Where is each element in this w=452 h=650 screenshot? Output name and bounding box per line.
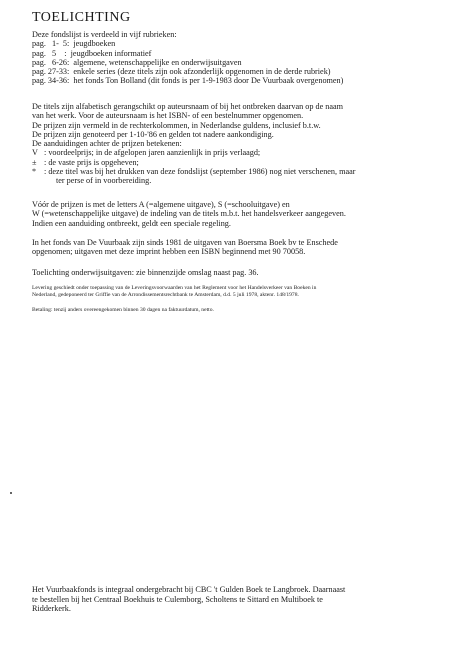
price-mark: ±: [32, 157, 37, 167]
letters-line: W (=wetenschappelijke uitgave) de indeling van de titels m.b.t. het handelsverkeer aangegeven.: [32, 209, 346, 219]
rubriek-item: pag. 5 : jeugdboeken informatief: [32, 48, 152, 58]
prijzen-line: De prijzen zijn vermeld in de rechterkolommen, in Nederlandse guldens, inclusief b.t.w.: [32, 120, 321, 130]
price-mark-continuation: [32, 176, 442, 185]
letters-line: Indien een aanduiding ontbreekt, geldt een speciale regeling.: [32, 218, 231, 228]
price-mark-row: [32, 148, 442, 157]
betaling-section: [32, 307, 442, 314]
prijzen-line: De aanduidingen achter de prijzen betekenen:: [32, 139, 182, 149]
rubriek-item: pag. 34-36: het fonds Ton Bolland (dit fonds is per 1-9-1983 door De Vuurbaak overgenomen): [32, 76, 344, 86]
price-mark: *: [32, 167, 37, 177]
prijzen-line: van het werk. Voor de auteursnaam is het ISBN- of een bestelnummer opgenomen.: [32, 111, 304, 121]
margin-dot: [10, 492, 12, 494]
price-mark-row: [32, 167, 442, 176]
rubrieken-section: [32, 30, 442, 86]
page-title: TOELICHTING: [32, 10, 131, 25]
boersma-line: opgenomen; uitgaven met deze imprint hebben een ISBN beginnend met 90 70058.: [32, 247, 306, 257]
rubrieken-intro: Deze fondslijst is verdeeld in vijf rubrieken:: [32, 30, 177, 39]
rubriek-item: pag. 6-26: algemene, wetenschappelijke en onderwijsuitgaven: [32, 57, 242, 67]
letters-line: Vóór de prijzen is met de letters A (=algemene uitgave), S (=schooluitgave) en: [32, 200, 290, 209]
price-mark-spacer: [32, 176, 44, 185]
footer-section: [32, 585, 447, 614]
price-mark-text: : voordeelprijs; in de afgelopen jaren aanzienlijk in prijs verlaagd;: [44, 148, 261, 158]
onderwijs-line: Toelichting onderwijsuitgaven: zie binnenzijde omslag naast pag. 36.: [32, 268, 259, 277]
prijzen-line: De titels zijn alfabetisch gerangschikt op auteursnaam of bij het ontbreken daarvan op de naam: [32, 102, 344, 111]
price-mark-text: : deze titel was bij het drukken van deze fondslijst (september 1986) nog niet verschenen, maar: [44, 167, 356, 177]
boersma-line: In het fonds van De Vuurbaak zijn sinds 1981 de uitgaven van Boersma Boek bv te Enschede: [32, 238, 338, 247]
price-mark-text: ter perse of in voorbereiding.: [56, 176, 152, 186]
levering-line: Nederland, gedeponeerd ter Griffie van de Arrondissementsrechtbank te Amsterdam, d.d. 5 juli 1978, aktenr. 148/1978.: [32, 291, 299, 298]
footer-line: Het Vuurbaakfonds is integraal ondergebracht bij CBC 't Gulden Boek te Langbroek. Daarnaast: [32, 585, 346, 594]
levering-line: Levering geschiedt onder toepassing van de Leveringsvoorwaarden van het Reglement voor het Handelsverkeer van Boeken in: [32, 285, 317, 291]
betaling-line: Betaling: tenzij anders overeengekomen binnen 30 dagen na faktuurdatum, netto.: [32, 307, 214, 313]
footer-line: te bestellen bij het Centraal Boekhuis te Culemborg, Scholtens te Sittard en Multiboek te: [32, 594, 323, 604]
rubriek-item: pag. 1- 5: jeugdboeken: [32, 39, 116, 49]
rubriek-item: pag. 27-33: enkele series (deze titels zijn ook afzonderlijk opgenomen in de derde rubriek): [32, 67, 331, 77]
onderwijs-section: [32, 268, 442, 277]
price-mark-text: : de vaste prijs is opgeheven;: [44, 157, 139, 167]
price-mark-row: [32, 158, 442, 167]
boersma-section: [32, 238, 442, 257]
levering-section: [32, 285, 442, 298]
footer-line: Ridderkerk.: [32, 604, 71, 614]
price-mark: V: [32, 148, 38, 158]
prijzen-line: De prijzen zijn genoteerd per 1-10-'86 en gelden tot nadere aankondiging.: [32, 129, 274, 139]
prijzen-section: [32, 102, 442, 186]
letters-section: [32, 200, 442, 228]
